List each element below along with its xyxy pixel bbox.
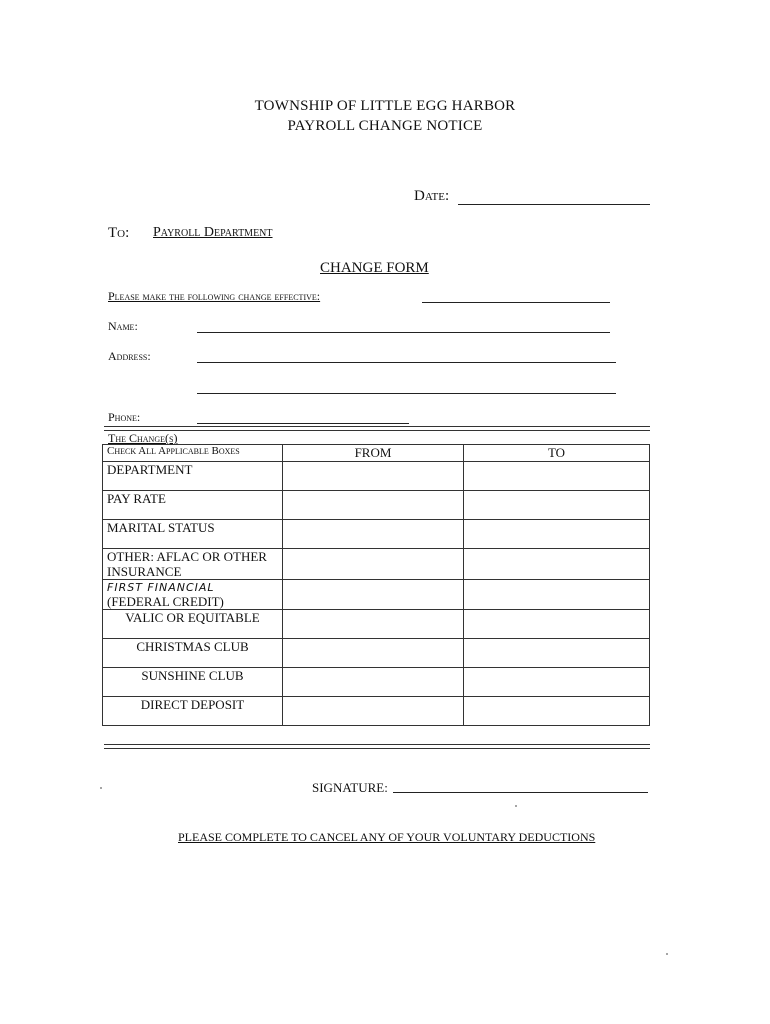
header-line-2: PAYROLL CHANGE NOTICE <box>287 118 483 134</box>
divider-bottom <box>104 744 650 749</box>
divider-top <box>104 426 650 431</box>
handwritten-note: FIRST FINANCIAL <box>107 581 215 594</box>
column-header-applicable: Check All Applicable Boxes <box>103 445 283 462</box>
row-label-valic: VALIC OR EQUITABLE <box>103 610 283 639</box>
changes-label: The Change(s) <box>108 431 178 445</box>
to-label: To: <box>108 225 130 241</box>
from-cell-valic[interactable] <box>283 610 464 639</box>
address-field-1[interactable] <box>197 362 616 363</box>
row-label-sunshine-club: SUNSHINE CLUB <box>103 668 283 697</box>
to-cell-sunshine-club[interactable] <box>464 668 650 697</box>
scan-speck <box>100 787 102 789</box>
row-label-christmas-club: CHRISTMAS CLUB <box>103 639 283 668</box>
signature-field[interactable] <box>393 792 648 793</box>
effective-date-field[interactable] <box>422 302 610 303</box>
from-cell-sunshine-club[interactable] <box>283 668 464 697</box>
to-cell-christmas-club[interactable] <box>464 639 650 668</box>
header-line-1: TOWNSHIP OF LITTLE EGG HARBOR <box>254 98 516 114</box>
to-value: Payroll Department <box>153 225 273 240</box>
table-row <box>103 491 650 520</box>
name-label: Name: <box>108 319 138 333</box>
table-row <box>103 520 650 549</box>
signature-label: SIGNATURE: <box>312 780 388 795</box>
phone-label: Phone: <box>108 410 141 424</box>
row-label-direct-deposit: DIRECT DEPOSIT <box>103 697 283 726</box>
to-cell-pay-rate[interactable] <box>464 491 650 520</box>
row-label-marital-status: MARITAL STATUS <box>103 520 283 549</box>
scan-speck <box>515 805 517 807</box>
footer-note: PLEASE COMPLETE TO CANCEL ANY OF YOUR VOLUNTARY DEDUCTIONS <box>178 830 596 844</box>
table-row <box>103 697 650 726</box>
table-header-row <box>103 445 650 462</box>
from-cell-department[interactable] <box>283 462 464 491</box>
to-cell-department[interactable] <box>464 462 650 491</box>
row-label-department: DEPARTMENT <box>103 462 283 491</box>
from-cell-federal-credit[interactable] <box>283 580 464 610</box>
from-cell-christmas-club[interactable] <box>283 639 464 668</box>
column-header-to: TO <box>464 445 650 462</box>
address-label: Address: <box>108 349 151 363</box>
table-row <box>103 639 650 668</box>
to-cell-valic[interactable] <box>464 610 650 639</box>
date-label: Date: <box>414 188 450 204</box>
date-field[interactable] <box>458 204 650 205</box>
to-cell-federal-credit[interactable] <box>464 580 650 610</box>
to-cell-other-insurance[interactable] <box>464 549 650 580</box>
federal-credit-label: (FEDERAL CREDIT) <box>107 594 224 609</box>
from-cell-pay-rate[interactable] <box>283 491 464 520</box>
from-cell-marital-status[interactable] <box>283 520 464 549</box>
table-row <box>103 610 650 639</box>
scan-speck <box>666 953 668 955</box>
changes-table <box>102 444 650 726</box>
row-label-pay-rate: PAY RATE <box>103 491 283 520</box>
name-field[interactable] <box>197 332 610 333</box>
address-field-2[interactable] <box>197 393 616 394</box>
table-row <box>103 580 650 610</box>
table-row <box>103 668 650 697</box>
from-cell-other-insurance[interactable] <box>283 549 464 580</box>
table-row <box>103 462 650 491</box>
row-label-federal-credit <box>103 580 283 610</box>
form-title: CHANGE FORM <box>320 260 429 276</box>
from-cell-direct-deposit[interactable] <box>283 697 464 726</box>
column-header-from: FROM <box>283 445 464 462</box>
table-row <box>103 549 650 580</box>
to-cell-marital-status[interactable] <box>464 520 650 549</box>
to-cell-direct-deposit[interactable] <box>464 697 650 726</box>
effective-label: Please make the following change effective: <box>108 289 321 303</box>
row-label-other-insurance: OTHER: AFLAC OR OTHER INSURANCE <box>103 549 283 580</box>
phone-field[interactable] <box>197 423 409 424</box>
